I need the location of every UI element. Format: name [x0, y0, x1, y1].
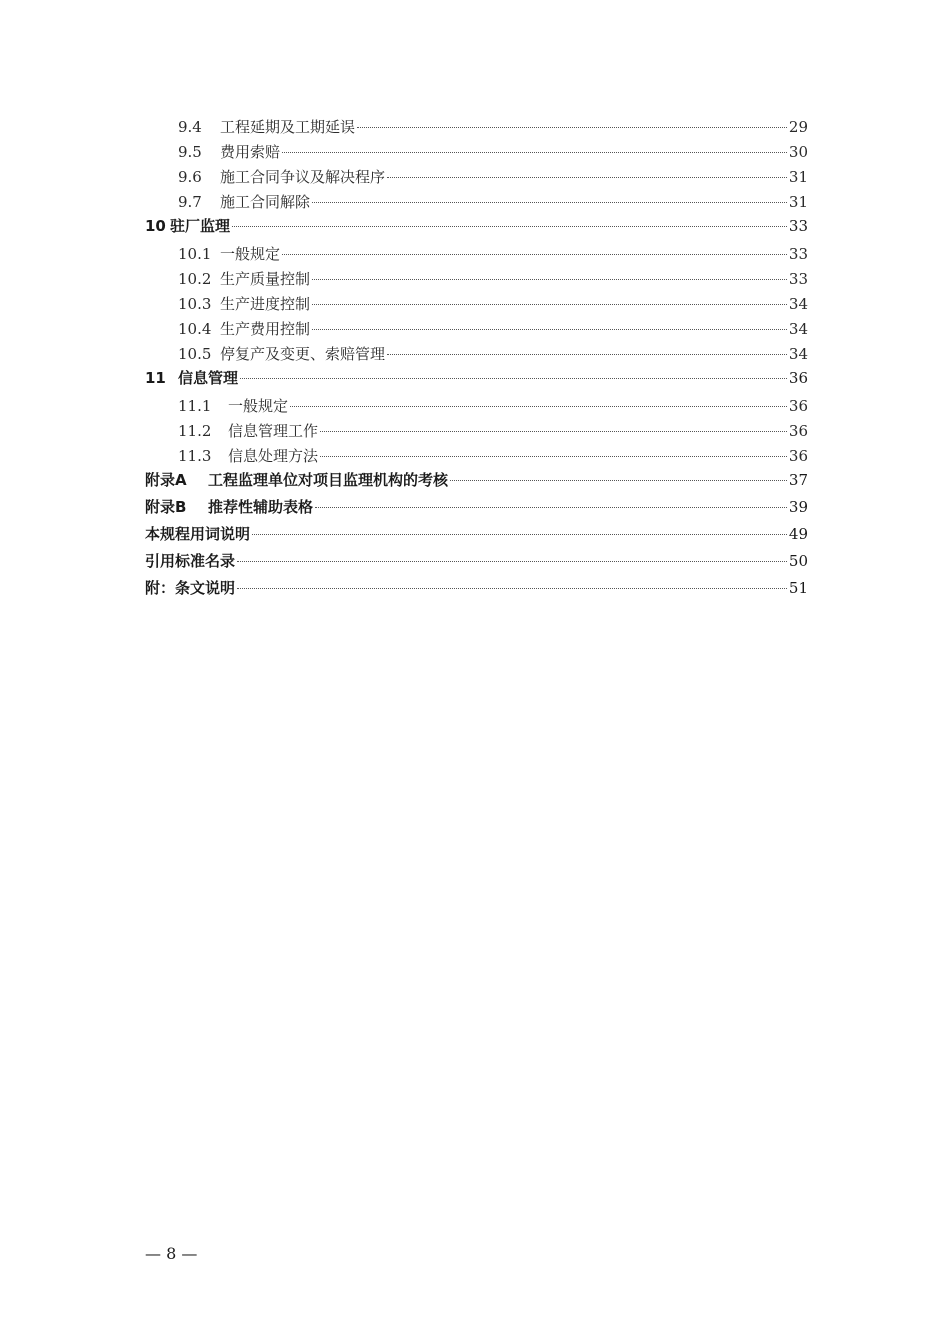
page-number: — 8 —: [145, 1244, 198, 1263]
toc-entry-title: 本规程用词说明: [145, 525, 251, 543]
toc-entry-page: 36: [788, 369, 808, 387]
toc-entry-number: 10.2: [178, 270, 212, 288]
toc-entry-page: 34: [788, 345, 808, 363]
toc-entry-number: 10: [145, 217, 166, 235]
dot-leader: [312, 328, 787, 330]
toc-entry-title: 生产费用控制: [220, 320, 311, 338]
toc-entry-number: 9.4: [178, 118, 202, 136]
dot-leader: [290, 405, 787, 407]
toc-entry-title: 附：条文说明: [145, 579, 236, 597]
toc-entry-title: 信息处理方法: [228, 447, 319, 465]
toc-entry-11-1[interactable]: [178, 396, 808, 416]
toc-entry-title: 信息管理: [178, 369, 239, 387]
toc-entry-number: 11.2: [178, 422, 212, 440]
toc-entry-page: 36: [788, 447, 808, 465]
dot-leader: [240, 377, 787, 379]
dot-leader: [312, 278, 787, 280]
toc-entry-number: 10.5: [178, 345, 212, 363]
dot-leader: [312, 201, 787, 203]
toc-entry-10-5[interactable]: [178, 344, 808, 364]
toc-entry-number: 11: [145, 369, 166, 387]
toc-entry-page: 51: [788, 579, 808, 597]
toc-entry-page: 34: [788, 295, 808, 313]
toc-terms-explanation[interactable]: [145, 524, 808, 544]
toc-entry-title: 推荐性辅助表格: [208, 498, 314, 516]
dot-leader: [320, 430, 787, 432]
toc-entry-page: 39: [788, 498, 808, 516]
toc-entry-number: 9.6: [178, 168, 202, 186]
toc-entry-number: 11.3: [178, 447, 212, 465]
toc-entry-page: 33: [788, 217, 808, 235]
toc-entry-page: 33: [788, 270, 808, 288]
dot-leader: [237, 560, 787, 562]
toc-entry-title: 生产进度控制: [220, 295, 311, 313]
toc-entry-page: 34: [788, 320, 808, 338]
toc-entry-title: 引用标准名录: [145, 552, 236, 570]
toc-entry-9-7[interactable]: [178, 192, 808, 212]
dot-leader: [282, 253, 787, 255]
toc-entry-11-2[interactable]: [178, 421, 808, 441]
dot-leader: [387, 176, 787, 178]
dot-leader: [312, 303, 787, 305]
toc-entry-number: 9.5: [178, 143, 202, 161]
toc-entry-number: 附录B: [145, 498, 187, 516]
toc-chapter-11[interactable]: [145, 368, 808, 388]
toc-chapter-10[interactable]: [145, 216, 808, 236]
toc-entry-title: 生产质量控制: [220, 270, 311, 288]
dot-leader: [387, 353, 787, 355]
toc-entry-page: 30: [788, 143, 808, 161]
toc-entry-page: 29: [788, 118, 808, 136]
toc-entry-title: 停复产及变更、索赔管理: [220, 345, 386, 363]
toc-entry-number: 10.1: [178, 245, 212, 263]
toc-entry-title: 施工合同争议及解决程序: [220, 168, 386, 186]
toc-entry-title: 一般规定: [228, 397, 289, 415]
toc-entry-number: 10.4: [178, 320, 212, 338]
toc-entry-number: 11.1: [178, 397, 212, 415]
toc-clause-explanation[interactable]: [145, 578, 808, 598]
toc-entry-title: 施工合同解除: [220, 193, 311, 211]
dot-leader: [315, 506, 787, 508]
toc-entry-title: 工程监理单位对项目监理机构的考核: [208, 471, 449, 489]
toc-entry-page: 31: [788, 168, 808, 186]
toc-entry-title: 驻厂监理: [170, 217, 231, 235]
toc-entry-10-1[interactable]: [178, 244, 808, 264]
toc-referenced-standards[interactable]: [145, 551, 808, 571]
toc-entry-page: 31: [788, 193, 808, 211]
toc-entry-9-4[interactable]: [178, 117, 808, 137]
toc-entry-title: 费用索赔: [220, 143, 281, 161]
toc-entry-page: 37: [788, 471, 808, 489]
toc-entry-11-3[interactable]: [178, 446, 808, 466]
toc-entry-number: 10.3: [178, 295, 212, 313]
toc-entry-title: 信息管理工作: [228, 422, 319, 440]
dot-leader: [320, 455, 787, 457]
toc-entry-9-5[interactable]: [178, 142, 808, 162]
toc-entry-page: 49: [788, 525, 808, 543]
toc-entry-number: 9.7: [178, 193, 202, 211]
toc-entry-page: 36: [788, 397, 808, 415]
dot-leader: [450, 479, 787, 481]
toc-entry-page: 36: [788, 422, 808, 440]
toc-entry-10-3[interactable]: [178, 294, 808, 314]
dot-leader: [237, 587, 787, 589]
toc-entry-number: 附录A: [145, 471, 187, 489]
toc-entry-10-4[interactable]: [178, 319, 808, 339]
toc-entry-title: 一般规定: [220, 245, 281, 263]
toc-entry-page: 50: [788, 552, 808, 570]
toc-entry-page: 33: [788, 245, 808, 263]
toc-entry-10-2[interactable]: [178, 269, 808, 289]
toc-appendix-b[interactable]: [145, 497, 808, 517]
toc-appendix-a[interactable]: [145, 470, 808, 490]
toc-entry-9-6[interactable]: [178, 167, 808, 187]
dot-leader: [357, 126, 787, 128]
dot-leader: [282, 151, 787, 153]
dot-leader: [252, 533, 787, 535]
toc-entry-title: 工程延期及工期延误: [220, 118, 356, 136]
dot-leader: [232, 225, 787, 227]
